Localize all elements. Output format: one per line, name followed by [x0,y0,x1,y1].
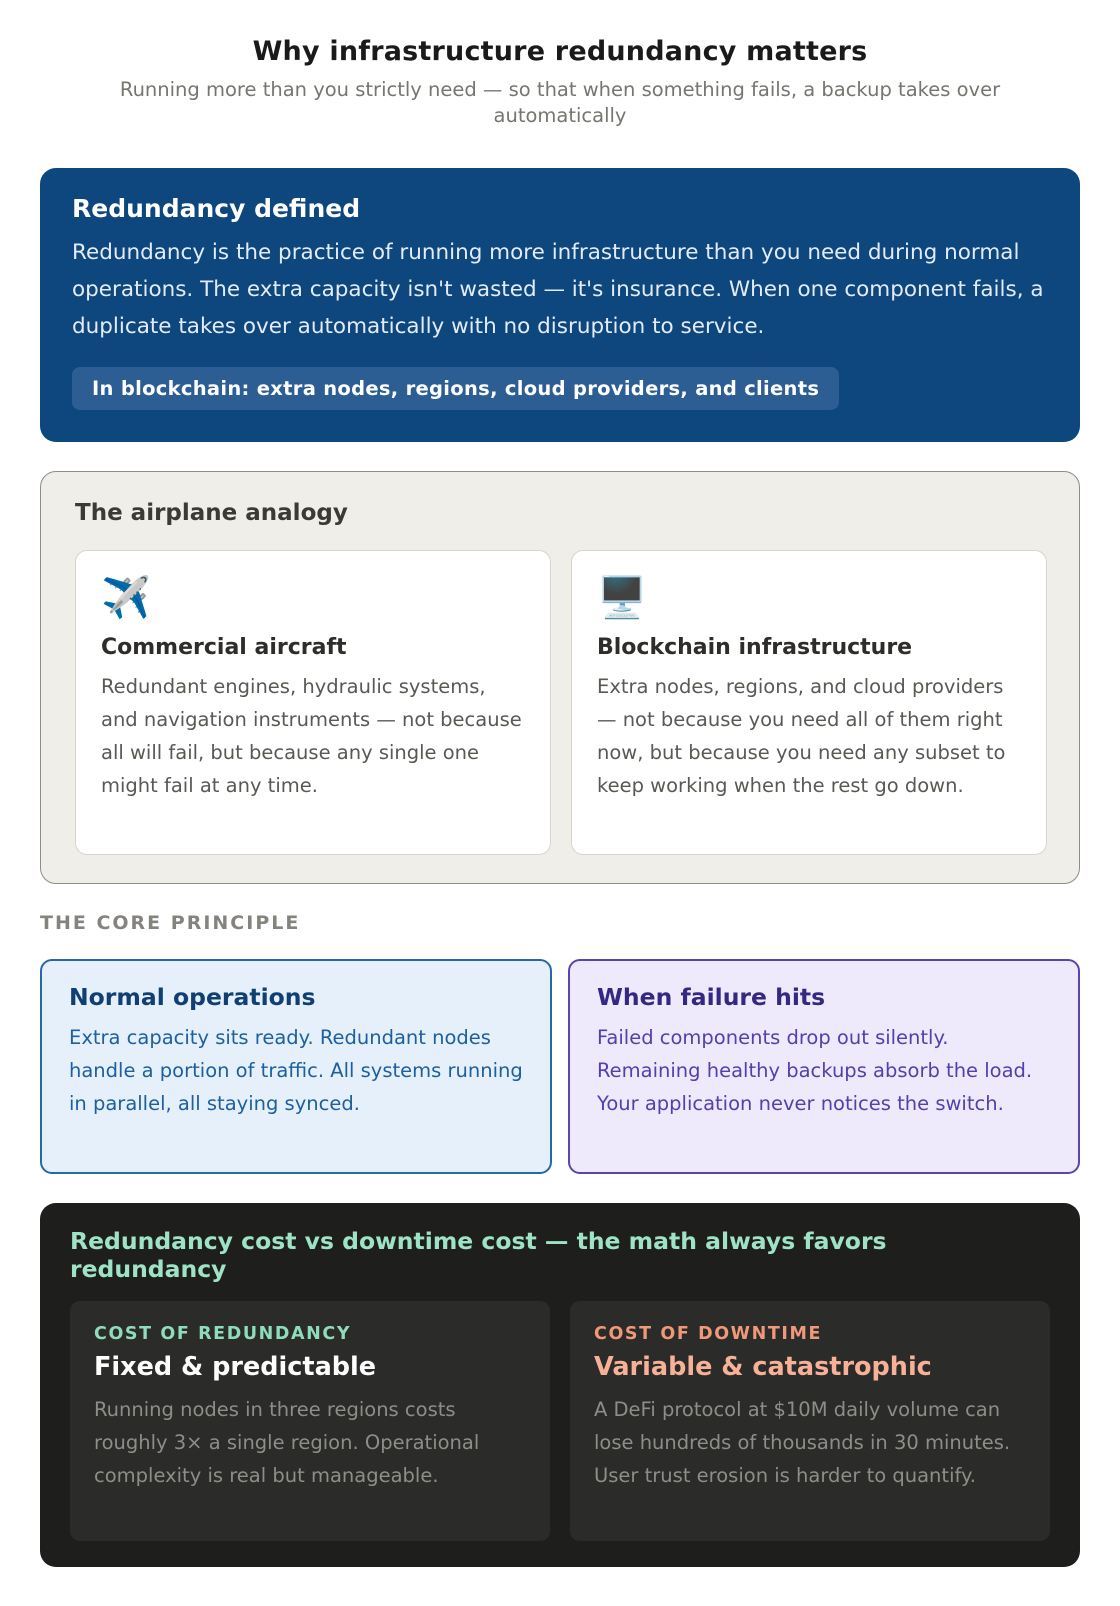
failure-title: When failure hits [597,983,826,1011]
redundancy-definition-card [40,168,1080,442]
failure-body: Failed components drop out silently. Remaining healthy backups absorb the load. Your application never notices the switch. [597,1026,1033,1115]
definition-body: Redundancy is the practice of running more infrastructure than you need during normal operations. The extra capacity isn't wasted — it's insurance. When one component fails, a duplicate takes over automatically with no disruption to service. [72,240,1044,339]
page-title: Why infrastructure redundancy matters [252,36,868,67]
desktop-computer-icon: 🖥️ [597,575,647,621]
page-header [0,36,1120,129]
normal-operations-card [40,959,552,1174]
blockchain-card-title: Blockchain infrastructure [597,635,913,660]
downtime-cost-card [570,1301,1050,1541]
redundancy-cost-body: Running nodes in three regions costs roughly 3× a single region. Operational complexity is real but manageable. [94,1398,480,1487]
blockchain-pill: In blockchain: extra nodes, regions, cloud providers, and clients [72,367,839,410]
downtime-cost-kicker: COST OF DOWNTIME [594,1324,823,1344]
aircraft-card-title: Commercial aircraft [101,635,347,660]
blockchain-card [571,550,1047,855]
page-subtitle: Running more than you strictly need — so that when something fails, a backup takes over automatically [119,78,1001,127]
definition-title: Redundancy defined [72,194,361,223]
airplane-analogy-panel [40,471,1080,884]
redundancy-cost-card [70,1301,550,1541]
failure-card [568,959,1080,1174]
cost-comparison-title: Redundancy cost vs downtime cost — the math always favors redundancy [70,1227,887,1283]
blockchain-card-body: Extra nodes, regions, and cloud providers — not because you need all of them right now, but because you need any subset to keep working when the rest go down. [597,675,1006,797]
redundancy-cost-title: Fixed & predictable [94,1352,377,1382]
cost-comparison-panel [40,1203,1080,1567]
redundancy-cost-kicker: COST OF REDUNDANCY [94,1324,352,1344]
aircraft-card-body: Redundant engines, hydraulic systems, and navigation instruments — not because all will fail, but because any single one might fail at any time. [101,675,522,797]
analogy-title: The airplane analogy [75,500,348,526]
normal-operations-title: Normal operations [69,983,316,1011]
downtime-cost-title: Variable & catastrophic [594,1352,932,1382]
normal-operations-body: Extra capacity sits ready. Redundant nodes handle a portion of traffic. All systems running in parallel, all staying synced. [69,1026,523,1115]
airplane-icon: ✈️ [101,575,151,621]
aircraft-card [75,550,551,855]
core-principle-label: THE CORE PRINCIPLE [40,912,301,934]
downtime-cost-body: A DeFi protocol at $10M daily volume can lose hundreds of thousands in 30 minutes. User trust erosion is harder to quantify. [594,1398,1011,1487]
